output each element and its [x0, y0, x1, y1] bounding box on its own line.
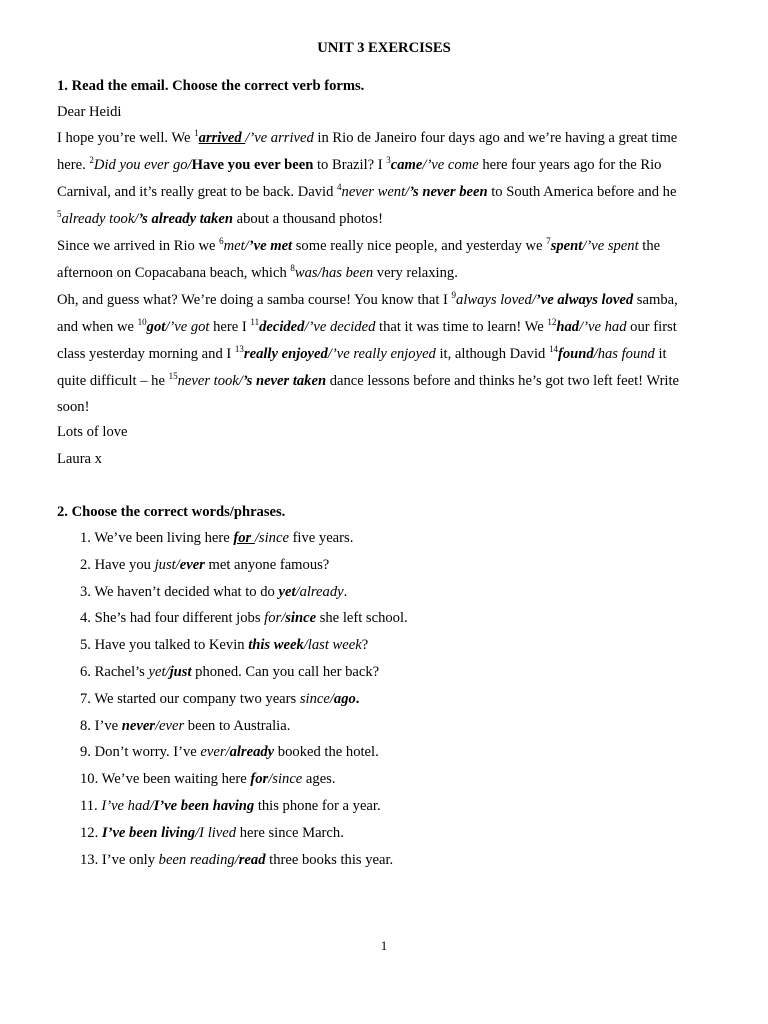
email-signature: Laura x [57, 451, 102, 467]
text-run: it, although David [435, 346, 549, 362]
text-run: here. [57, 157, 90, 173]
list-item-number: 8. [80, 717, 91, 734]
question-number: 8 [290, 263, 295, 273]
page-title: UNIT 3 EXERCISES [317, 40, 451, 56]
text-run: ’ve always loved [535, 292, 634, 308]
list-item-number: 5. [80, 637, 91, 654]
text-run: Don’t worry. I’ve [90, 744, 201, 761]
list-item [80, 744, 379, 761]
text-run: /’ve spent [582, 238, 639, 254]
list-item [80, 664, 379, 681]
text-run: We’ve been living here [90, 530, 234, 546]
text-run: and when we [57, 319, 138, 335]
text-run: We haven’t decided what to do [90, 583, 279, 600]
text-run: Rachel’s [90, 664, 149, 680]
text-run: ages. [302, 771, 336, 788]
text-run: ’ve met [248, 238, 293, 254]
list-item-number: 3. [80, 583, 91, 600]
text-run: been reading/ [158, 851, 239, 868]
text-run: never went/ [341, 184, 410, 200]
text-run: class yesterday morning and I [57, 346, 235, 362]
text-run: Carnival, and it’s really great to be back. David [57, 184, 338, 200]
text-run: /I lived [195, 824, 237, 841]
text-run: Since we arrived in Rio we [57, 238, 220, 254]
text-run: spent [550, 238, 583, 254]
text-run: was/has been [294, 265, 374, 281]
text-run: Oh, and guess what? We’re doing a samba course! You know that I [57, 292, 452, 308]
email-line [57, 319, 677, 336]
text-run: met/ [223, 238, 249, 254]
question-number: 12 [547, 317, 557, 327]
list-item [80, 825, 344, 842]
text-run: quite difficult – he [57, 373, 169, 389]
list-item [80, 610, 408, 627]
list-item [80, 530, 353, 547]
list-item [80, 557, 329, 574]
list-item [80, 718, 290, 735]
email-line [57, 184, 676, 201]
text-run: very relaxing. [373, 265, 458, 281]
email-signoff: Lots of love [57, 424, 128, 440]
text-run: ever [179, 556, 205, 573]
text-run: to South America before and he [487, 184, 677, 200]
text-run: /since [268, 771, 303, 788]
text-run: We started our company two years [90, 690, 300, 707]
text-run: /has found [593, 346, 655, 362]
text-run: just/ [154, 556, 180, 573]
text-run: /’ve come [422, 157, 479, 173]
text-run: ever/ [200, 744, 230, 761]
text-run: We’ve been waiting here [98, 771, 251, 788]
email-line [57, 157, 661, 174]
text-run: here four years ago for the Rio [478, 157, 662, 173]
text-run: I hope you’re well. We [57, 130, 195, 146]
text-run: I’ve only [98, 851, 159, 868]
text-run: got [146, 319, 166, 335]
text-run: always loved/ [456, 292, 536, 308]
text-run: that it was time to learn! We [375, 319, 548, 335]
list-item [80, 691, 359, 708]
list-item-number: 4. [80, 610, 91, 627]
exercise2-heading: 2. Choose the correct words/phrases. [57, 504, 286, 520]
list-item-number: 13. [80, 851, 99, 868]
question-number: 9 [451, 290, 457, 300]
text-run: for [250, 771, 269, 788]
question-number: 10 [137, 317, 147, 327]
email-line [57, 292, 678, 309]
text-run: Have you ever been [191, 157, 314, 173]
text-run: just [169, 664, 192, 680]
text-run: I’ve been living [101, 824, 196, 841]
text-run: here since March. [236, 824, 344, 841]
email-line [57, 265, 458, 282]
text-run: in Rio de Janeiro four days ago and we’re having a great time [313, 130, 678, 146]
text-run: arrived [198, 130, 246, 146]
text-run: . [355, 690, 360, 707]
text-run: already [229, 744, 275, 761]
question-number: 13 [234, 344, 244, 354]
list-item-number: 1. [80, 530, 91, 546]
text-run: I’ve [90, 717, 122, 734]
text-run: about a thousand photos! [232, 211, 383, 227]
text-run: soon! [57, 399, 90, 415]
email-greeting: Dear Heidi [57, 104, 122, 120]
list-item [80, 584, 347, 601]
text-run: for/ [264, 610, 286, 627]
text-run: this week [248, 637, 304, 654]
text-run: /’ve decided [304, 319, 376, 335]
question-number: 14 [548, 344, 558, 354]
question-number: 2 [89, 155, 94, 165]
text-run: three books this year. [265, 851, 394, 868]
list-item [80, 771, 336, 788]
text-run: this phone for a year. [254, 798, 381, 814]
text-run: since/ [299, 690, 334, 707]
text-run: ? [361, 637, 369, 654]
text-run: I’ve been having [153, 798, 255, 814]
text-run: never took/ [177, 373, 243, 389]
text-run: /’ve arrived [245, 130, 314, 146]
text-run: Have you talked to Kevin [90, 637, 249, 654]
text-run: to Brazil? I [313, 157, 387, 173]
text-run: read [238, 851, 266, 868]
text-run: /since [254, 530, 289, 546]
text-run: samba, [633, 292, 678, 308]
text-run: it [654, 346, 667, 362]
list-item-number: 12. [80, 824, 99, 841]
list-item-number: 10. [80, 771, 99, 788]
question-number: 15 [168, 371, 178, 381]
exercise1-heading: 1. Read the email. Choose the correct verb forms. [57, 78, 365, 94]
question-number: 5 [57, 209, 62, 219]
text-run: never [121, 717, 155, 734]
text-run: decided [259, 319, 305, 335]
text-run: some really nice people, and yesterday we [292, 238, 547, 254]
text-run: . [343, 583, 348, 600]
text-run: She’s had four different jobs [90, 610, 265, 627]
text-run: for [233, 530, 255, 546]
text-run: /’ve had [579, 319, 627, 335]
text-run: Have you [90, 556, 155, 573]
text-run: /’ve really enjoyed [327, 346, 436, 362]
text-run: already took/ [61, 211, 139, 227]
text-run: been to Australia. [184, 717, 291, 734]
list-item-number: 7. [80, 690, 91, 707]
text-run: Did you ever go/ [93, 157, 192, 173]
question-number: 6 [219, 236, 224, 246]
text-run: ’s already taken [138, 211, 233, 227]
text-run: yet/ [148, 664, 170, 680]
text-run: /ever [154, 717, 185, 734]
list-item-number: 11. [80, 798, 98, 814]
text-run: /’ve got [165, 319, 210, 335]
text-run: booked the hotel. [274, 744, 379, 761]
question-number: 4 [337, 182, 342, 192]
text-run: /already [295, 583, 344, 600]
text-run: came [390, 157, 423, 173]
email-line [57, 211, 383, 228]
question-number: 3 [386, 155, 391, 165]
text-run: she left school. [316, 610, 408, 627]
text-run: met anyone famous? [204, 556, 330, 573]
text-run: our first [626, 319, 677, 335]
email-line [57, 373, 679, 390]
text-run: /last week [303, 637, 362, 654]
list-item [80, 637, 368, 654]
list-item [80, 852, 393, 869]
text-run: dance lessons before and thinks he’s got two left feet! Write [326, 373, 680, 389]
list-item-number: 6. [80, 664, 91, 680]
text-run: had [556, 319, 580, 335]
text-run: found [557, 346, 594, 362]
text-run: I’ve had/ [101, 798, 154, 814]
question-number: 1 [194, 128, 199, 138]
text-run: ago [333, 690, 356, 707]
list-item-number: 2. [80, 556, 91, 573]
email-line [57, 399, 89, 416]
email-line [57, 130, 677, 147]
email-line [57, 346, 667, 363]
text-run: here I [209, 319, 251, 335]
list-item [80, 798, 381, 815]
text-run: the [638, 238, 661, 254]
text-run: really enjoyed [243, 346, 328, 362]
text-run: since [285, 610, 317, 627]
question-number: 7 [546, 236, 551, 246]
email-line [57, 238, 660, 255]
text-run: phoned. Can you call her back? [191, 664, 380, 680]
text-run: afternoon on Copacabana beach, which [57, 265, 291, 281]
question-number: 11 [250, 317, 260, 327]
text-run: ’s never taken [242, 373, 327, 389]
text-run: ’s never been [409, 184, 488, 200]
text-run: yet [278, 583, 296, 600]
text-run: five years. [288, 530, 354, 546]
page-number: 1 [380, 938, 388, 953]
list-item-number: 9. [80, 744, 91, 761]
